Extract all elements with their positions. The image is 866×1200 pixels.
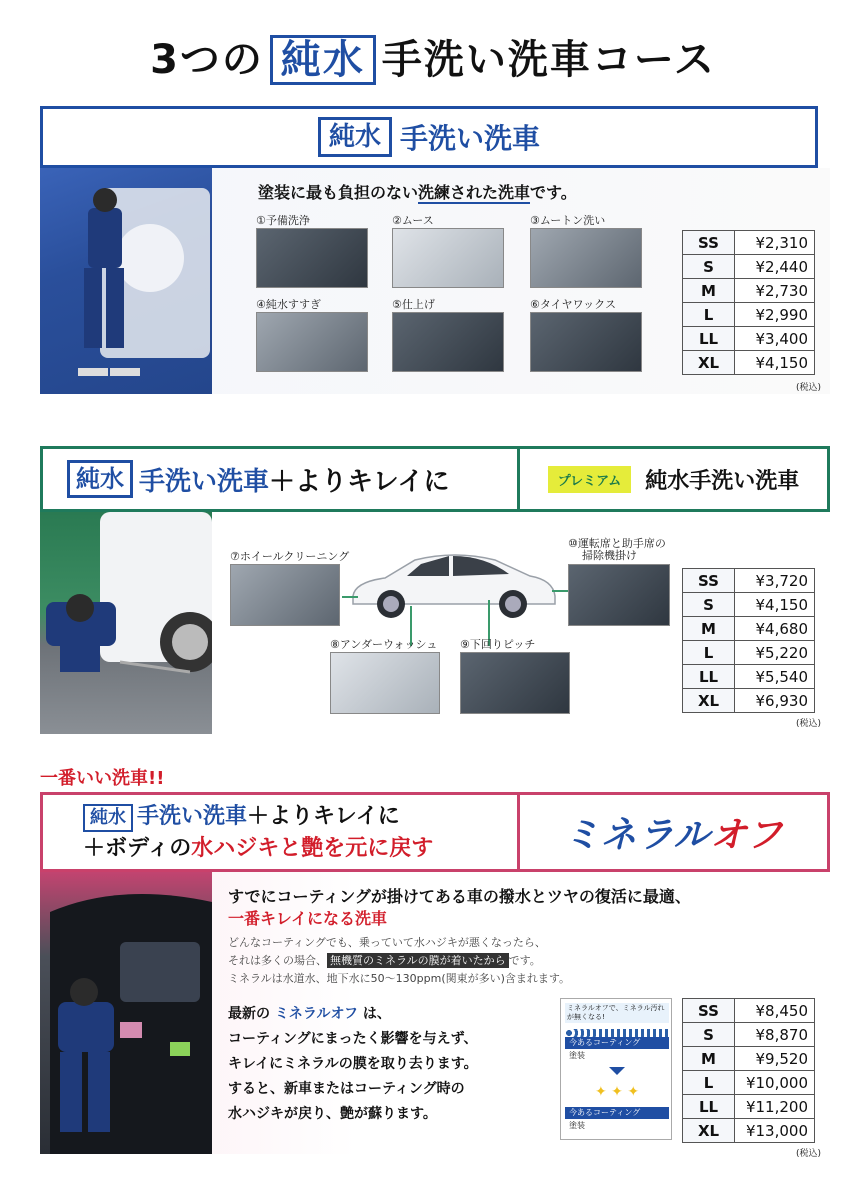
explain-post: です。 bbox=[508, 954, 541, 967]
table-row: XL ¥6,930 bbox=[683, 689, 815, 713]
step-photo bbox=[392, 228, 504, 288]
page-title bbox=[0, 28, 866, 85]
table-row: SS ¥2,310 bbox=[683, 231, 815, 255]
table-row: SS ¥8,450 bbox=[683, 999, 815, 1023]
course3-header-left bbox=[43, 795, 517, 869]
mineral-off-brand bbox=[520, 795, 827, 869]
course3-line2-pre: ＋ボディの bbox=[83, 836, 192, 861]
diagram-note: ミネラルオフで、ミネラル汚れが無くなる! bbox=[565, 1003, 669, 1023]
course3-chip: 純水 bbox=[83, 804, 133, 832]
paint-layer-label: 塗装 bbox=[565, 1119, 669, 1133]
para-bold: 新車またはコーティング時の bbox=[284, 1081, 465, 1097]
mineral-dots bbox=[565, 1029, 669, 1037]
table-row: LL ¥5,540 bbox=[683, 665, 815, 689]
table-row: XL ¥4,150 bbox=[683, 351, 815, 375]
lead-underlined: 洗練された洗車 bbox=[418, 183, 531, 202]
coating-layer-label: 今あるコーティング bbox=[565, 1107, 669, 1119]
step-photo bbox=[256, 228, 368, 288]
title-pre: 3つの bbox=[150, 37, 264, 83]
step-caption: ②ムース bbox=[392, 214, 434, 227]
step-photo bbox=[568, 564, 670, 626]
black-car-wash-illustration bbox=[40, 872, 212, 1154]
course1-header bbox=[40, 106, 818, 168]
table-row: LL ¥11,200 bbox=[683, 1095, 815, 1119]
wheel-wash-illustration bbox=[40, 512, 212, 734]
table-row: SS ¥3,720 bbox=[683, 569, 815, 593]
explain-pre: それは多くの場合、 bbox=[228, 954, 327, 967]
step-caption bbox=[568, 538, 666, 562]
price-table-course2 bbox=[682, 568, 815, 713]
step-caption: ⑥タイヤワックス bbox=[530, 298, 616, 311]
step-caption: ①予備洗浄 bbox=[256, 214, 310, 227]
table-row: S ¥8,870 bbox=[683, 1023, 815, 1047]
tax-note: (税込) bbox=[796, 719, 822, 729]
title-post: 手洗い洗車コース bbox=[381, 37, 716, 83]
step-caption-line: 掃除機掛け bbox=[582, 549, 637, 562]
table-row: M ¥4,680 bbox=[683, 617, 815, 641]
para-pre: すると、 bbox=[228, 1081, 284, 1097]
explain-highlight: 無機質のミネラルの膜が着いたから bbox=[327, 953, 509, 968]
table-row: LL ¥3,400 bbox=[683, 327, 815, 351]
price-table-course3 bbox=[682, 998, 815, 1143]
step-photo bbox=[392, 312, 504, 372]
lead-post: です。 bbox=[530, 183, 577, 202]
course1-name: 手洗い洗車 bbox=[400, 122, 541, 155]
step-caption-line: ⑩運転席と助手席の bbox=[568, 537, 666, 550]
paint-layer-label: 塗装 bbox=[565, 1049, 669, 1063]
para-line: 水ハジキが戻り、艶が蘇ります。 bbox=[228, 1106, 437, 1122]
best-label: 一番いい洗車!! bbox=[40, 768, 165, 789]
explain-line: どんなコーティングでも、乗っていて水ハジキが悪くなったら、 bbox=[228, 936, 546, 949]
step-caption: ⑧アンダーウォッシュ bbox=[330, 638, 438, 651]
table-row: M ¥2,730 bbox=[683, 279, 815, 303]
explain-line: ミネラルは水道水、地下水に50～130ppm(関東が多い)含まれます。 bbox=[228, 972, 571, 985]
course3-lead bbox=[228, 886, 691, 930]
table-row: XL ¥13,000 bbox=[683, 1119, 815, 1143]
car-wash-illustration bbox=[40, 168, 212, 394]
course3-name: 手洗い洗車 bbox=[137, 804, 248, 829]
table-row: S ¥4,150 bbox=[683, 593, 815, 617]
arrow-down-icon bbox=[609, 1067, 625, 1075]
course1-lead bbox=[258, 180, 577, 203]
step-photo bbox=[230, 564, 340, 626]
premium-name: 純水手洗い洗車 bbox=[645, 468, 800, 494]
sparkle-icon: ✦ ✦ ✦ bbox=[565, 1079, 669, 1105]
price-table-course1 bbox=[682, 230, 815, 375]
step-photo bbox=[530, 312, 642, 372]
title-boxed: 純水 bbox=[270, 35, 376, 85]
table-row: L ¥2,990 bbox=[683, 303, 815, 327]
table-row: L ¥10,000 bbox=[683, 1071, 815, 1095]
tax-note: (税込) bbox=[796, 383, 822, 393]
step-caption: ⑨下回りピッチ bbox=[460, 638, 536, 651]
course2-name: 手洗い洗車 bbox=[139, 466, 270, 497]
step-caption: ④純水すすぎ bbox=[256, 298, 321, 311]
table-row: M ¥9,520 bbox=[683, 1047, 815, 1071]
sedan-illustration bbox=[345, 546, 560, 620]
course2-header-right bbox=[520, 449, 827, 509]
para-post: は、 bbox=[358, 1006, 391, 1022]
brand-part-a: ミネラル bbox=[563, 814, 711, 856]
para-pre: 最新の bbox=[228, 1006, 275, 1022]
lead-line: すでにコーティングが掛けてある車の撥水とツヤの復活に最適、 bbox=[228, 887, 691, 906]
course3-line2-red: 水ハジキと艶を元に戻す bbox=[191, 836, 434, 861]
course3-suffix: ＋よりキレイに bbox=[247, 804, 400, 829]
course1-chip: 純水 bbox=[318, 117, 392, 157]
car-image bbox=[345, 546, 560, 620]
step-caption: ⑦ホイールクリーニング bbox=[230, 550, 350, 563]
coating-layer-label: 今あるコーティング bbox=[565, 1037, 669, 1049]
course1-hero-photo bbox=[40, 168, 212, 394]
premium-badge: プレミアム bbox=[548, 466, 632, 493]
brand-part-b: オフ bbox=[710, 814, 784, 856]
table-row: L ¥5,220 bbox=[683, 641, 815, 665]
course2-chip: 純水 bbox=[67, 460, 133, 498]
callout-line bbox=[342, 596, 358, 598]
course3-header bbox=[40, 792, 830, 872]
step-photo bbox=[530, 228, 642, 288]
course2-hero-photo bbox=[40, 512, 212, 734]
step-caption: ⑤仕上げ bbox=[392, 298, 435, 311]
para-line: キレイにミネラルの膜を取り去ります。 bbox=[228, 1056, 478, 1072]
table-row: S ¥2,440 bbox=[683, 255, 815, 279]
lead-line-red: 一番キレイになる洗車 bbox=[228, 909, 388, 928]
tax-note: (税込) bbox=[796, 1149, 822, 1159]
course2-suffix: ＋よりキレイに bbox=[269, 466, 450, 497]
step-caption: ③ムートン洗い bbox=[530, 214, 606, 227]
course3-paragraph bbox=[228, 1002, 478, 1127]
step-photo bbox=[460, 652, 570, 714]
course3-explanation bbox=[228, 934, 570, 988]
course2-header-left bbox=[43, 449, 517, 509]
lead-pre: 塗装に最も負担のない bbox=[258, 183, 419, 202]
coating-diagram bbox=[560, 998, 672, 1140]
step-photo bbox=[256, 312, 368, 372]
course3-hero-photo bbox=[40, 872, 212, 1154]
para-brand: ミネラルオフ bbox=[274, 1006, 359, 1022]
para-line: コーティングにまったく影響を与えず、 bbox=[228, 1031, 478, 1047]
step-photo bbox=[330, 652, 440, 714]
course2-header bbox=[40, 446, 830, 512]
